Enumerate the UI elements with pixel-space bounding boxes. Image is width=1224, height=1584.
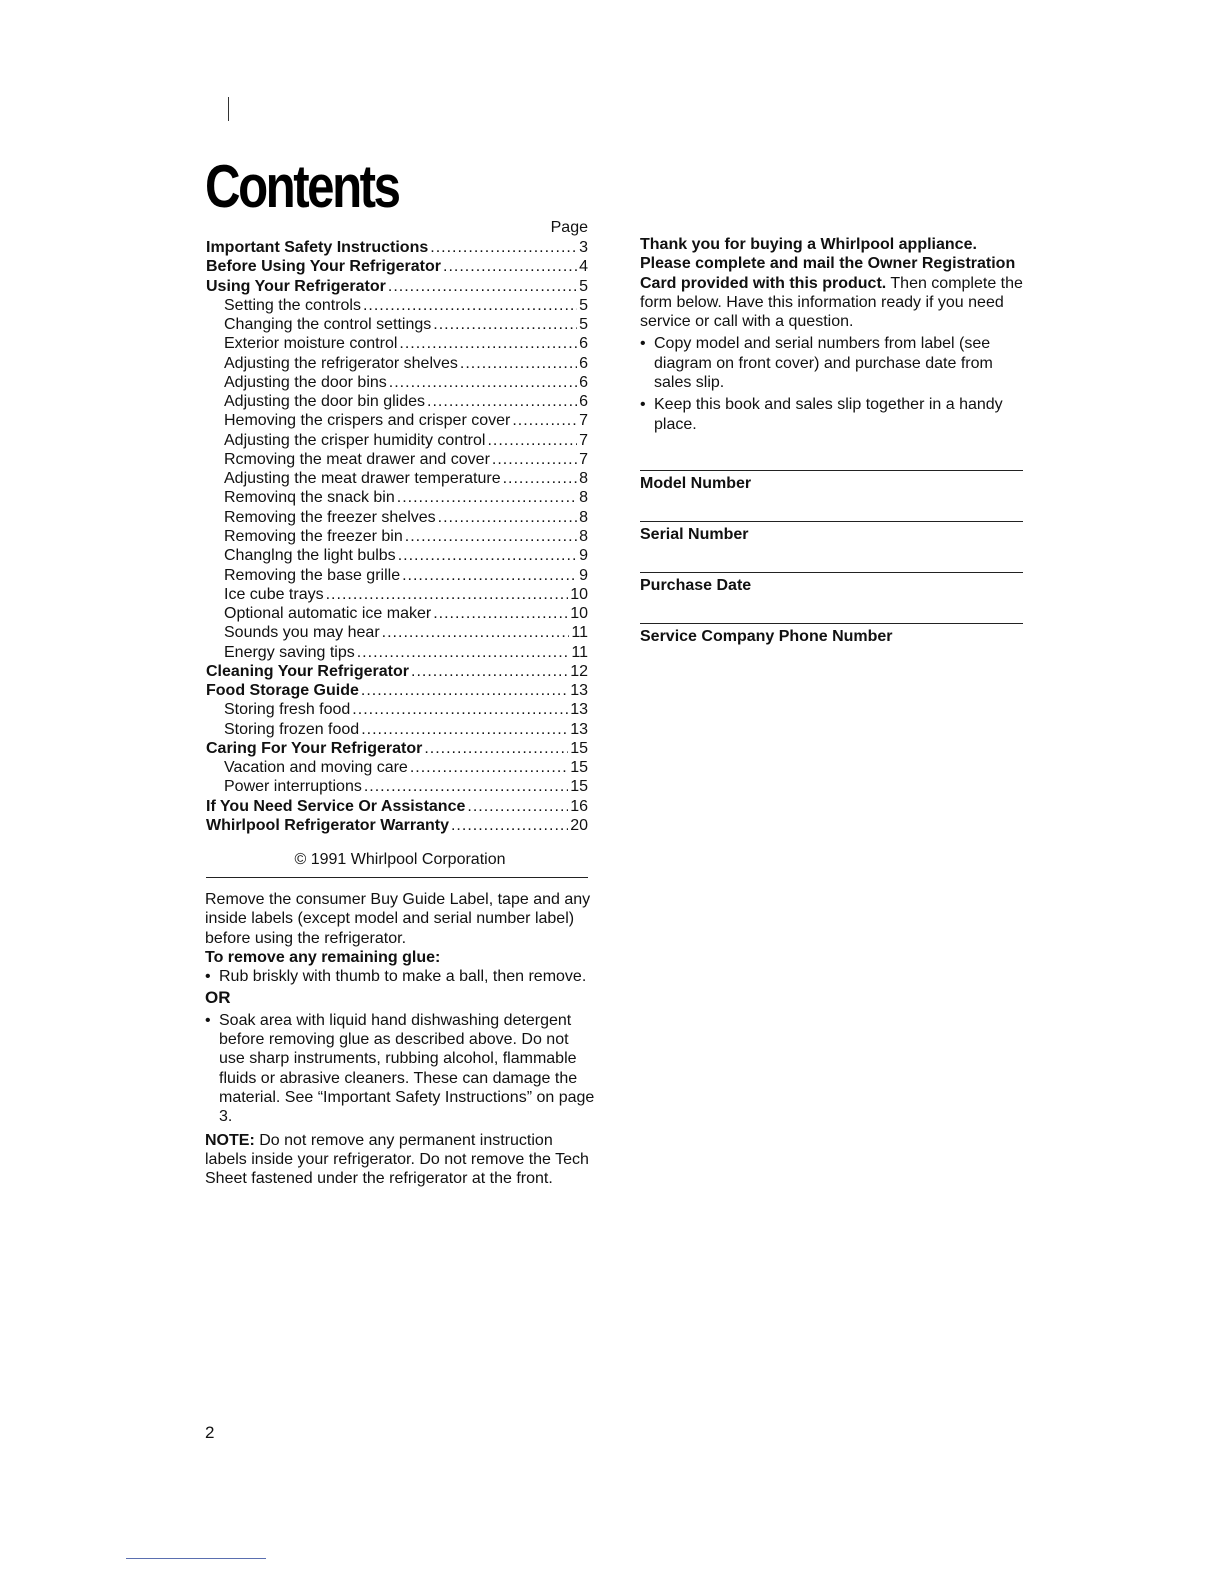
copyright: © 1991 Whirlpool Corporation — [294, 851, 506, 868]
toc-entry-label: Changing the control settings — [224, 316, 432, 334]
toc-entry-page: 7 — [579, 412, 588, 430]
toc-entry-label: Adjusting the crisper humidity control — [224, 431, 486, 449]
toc-entry-page: 15 — [570, 778, 588, 796]
divider — [206, 877, 588, 878]
keep-book-bullet — [640, 395, 1026, 434]
glue-bullet-2-text: Soak area with liquid hand dishwashing detergent before removing glue as described above. Do not use sharp instruments, rubbing alcohol, flammable fluids or abrasive cleaners. These can damage the material. See “Important Safety Instructions” on page 3. — [219, 1011, 595, 1126]
toc-entry-page: 7 — [579, 431, 588, 449]
toc-leader — [467, 797, 568, 816]
purchase-date-field[interactable]: Purchase Date — [640, 572, 1023, 595]
toc-entry-page: 15 — [570, 759, 588, 777]
toc-entry-label: Removing the freezer shelves — [224, 508, 436, 526]
toc-entry-label: Vacation and moving care — [224, 759, 408, 777]
toc-entry — [206, 604, 588, 623]
toc-entry-page: 20 — [570, 816, 588, 834]
toc-leader — [405, 527, 577, 546]
toc-entry-label: Using Your Refrigerator — [206, 277, 386, 295]
toc-entry-page: 5 — [579, 296, 588, 314]
copy-numbers-text: Copy model and serial numbers from label (see diagram on front cover) and purchase date from sales slip. — [654, 335, 993, 392]
toc-entry-label: Adjusting the meat drawer temperature — [224, 470, 501, 488]
toc-leader — [411, 662, 568, 681]
registration-notice — [640, 235, 1026, 434]
toc-leader — [427, 392, 577, 411]
glue-heading: To remove any remaining glue: — [205, 948, 441, 966]
toc-leader — [438, 508, 577, 527]
glue-intro: Remove the consumer Buy Guide Label, tape and any inside labels (except model and serial number label) before using the refrigerator. — [205, 891, 591, 947]
toc-entry-label: Adjusting the door bins — [224, 373, 387, 391]
toc-entry — [206, 681, 588, 700]
toc-entry — [206, 546, 588, 565]
toc-entry-page: 11 — [571, 624, 588, 642]
toc-entry — [206, 585, 588, 604]
toc-leader — [398, 546, 577, 565]
toc-entry-page: 12 — [570, 662, 588, 680]
toc-entry-label: Setting the controls — [224, 296, 361, 314]
toc-leader — [410, 758, 568, 777]
toc-entry-label: Removinq the snack bin — [224, 489, 395, 507]
toc-entry — [206, 566, 588, 585]
toc-entry-label: Sounds you may hear — [224, 624, 380, 642]
toc-entry-page: 3 — [579, 239, 588, 256]
toc-entry-page: 5 — [579, 316, 588, 334]
toc-entry-page: 13 — [570, 682, 588, 700]
glue-bullet-1 — [205, 967, 597, 986]
toc-entry-page: 9 — [579, 547, 588, 565]
toc-entry-page: 8 — [579, 527, 588, 545]
toc-entry-page: 8 — [579, 489, 588, 507]
toc-entry-label: Hemoving the crispers and crisper cover — [224, 412, 511, 430]
toc-page-header: Page — [550, 219, 588, 236]
toc-entry-page: 16 — [570, 797, 588, 815]
bullet-icon: • — [205, 1011, 211, 1029]
toc-entry-page: 8 — [579, 470, 588, 488]
toc-entry-page: 7 — [579, 450, 588, 468]
toc-entry-label: Removing the freezer bin — [224, 527, 403, 545]
toc-entry — [206, 488, 588, 507]
toc-entry-label: Changlng the light bulbs — [224, 547, 396, 565]
table-of-contents — [206, 218, 588, 835]
toc-entry-label: Before Using Your Refrigerator — [206, 258, 442, 276]
toc-entry — [206, 623, 588, 642]
serial-number-field[interactable]: Serial Number — [640, 521, 1023, 544]
keep-book-text: Keep this book and sales slip together in a handy place. — [654, 396, 1003, 433]
toc-leader — [382, 623, 570, 642]
toc-entry-label: Cleaning Your Refrigerator — [206, 662, 409, 680]
toc-entry-label: Power interruptions — [224, 778, 362, 796]
toc-entry-label: Adjusting the door bin glides — [224, 393, 426, 411]
toc-entry — [206, 373, 588, 392]
note-label: NOTE: — [205, 1131, 255, 1149]
bullet-icon: • — [205, 968, 211, 986]
toc-entry — [206, 257, 588, 276]
toc-entry — [206, 238, 588, 257]
glue-note — [205, 1131, 597, 1189]
toc-leader — [352, 700, 568, 719]
toc-entry — [206, 296, 588, 315]
glue-instructions — [205, 890, 597, 1188]
toc-entry — [206, 392, 588, 411]
toc-entry — [206, 797, 588, 816]
toc-entry — [206, 431, 588, 450]
toc-entry-page: 6 — [579, 354, 588, 372]
glue-or: OR — [205, 988, 231, 1008]
toc-leader — [363, 296, 577, 315]
toc-leader — [388, 277, 577, 296]
bottom-rule — [126, 1558, 266, 1559]
toc-entry — [206, 469, 588, 488]
toc-leader — [433, 315, 577, 334]
toc-leader — [512, 411, 577, 430]
toc-entry — [206, 758, 588, 777]
toc-leader — [424, 739, 568, 758]
toc-entry-label: Caring For Your Refrigerator — [206, 739, 423, 757]
toc-leader — [430, 238, 577, 257]
toc-entry-label: Ice cube trays — [224, 585, 324, 603]
toc-entry-page: 6 — [579, 373, 588, 391]
note-text: Do not remove any permanent instruction labels inside your refrigerator. Do not remove the Tech Sheet fastened under the refrigerator at the front. — [205, 1131, 589, 1188]
toc-entry-page: 5 — [579, 277, 588, 295]
toc-entry — [206, 354, 588, 373]
toc-entry — [206, 662, 588, 681]
page-title: Contents — [205, 153, 399, 220]
toc-leader — [433, 604, 568, 623]
toc-entry-label: If You Need Service Or Assistance — [206, 797, 466, 815]
toc-entry-page: 10 — [570, 585, 588, 603]
toc-entry — [206, 739, 588, 758]
toc-leader — [487, 431, 577, 450]
toc-entry — [206, 527, 588, 546]
toc-entry-label: Whirlpool Refrigerator Warranty — [206, 816, 449, 834]
toc-entry-label: Important Safety Instructions — [206, 239, 429, 256]
toc-entry — [206, 334, 588, 353]
bullet-icon: • — [640, 335, 646, 353]
toc-entry — [206, 816, 588, 835]
toc-leader — [402, 566, 577, 585]
thanks-rest: Then complete the form below. Have this information ready if you need service or call with a question. — [640, 274, 1023, 331]
bullet-icon: • — [640, 396, 646, 414]
toc-entry-label: Optional automatic ice maker — [224, 605, 432, 623]
toc-entry-page: 6 — [579, 393, 588, 411]
toc-entry-label: Removing the base grille — [224, 566, 401, 584]
toc-entry-page: 13 — [570, 701, 588, 719]
glue-bullet-2 — [205, 1011, 597, 1127]
thanks-bold: Thank you for buying a Whirlpool appliance. Please complete and mail the Owner Registration Card provided with this product. — [640, 236, 1016, 292]
toc-leader — [364, 777, 568, 796]
toc-entry-label: Storing fresh food — [224, 701, 351, 719]
toc-entry — [206, 411, 588, 430]
toc-list — [206, 238, 588, 835]
toc-entry — [206, 277, 588, 296]
toc-entry-page: 6 — [579, 335, 588, 353]
glue-bullet-1-text: Rub briskly with thumb to make a ball, then remove. — [219, 968, 587, 986]
toc-leader — [460, 354, 577, 373]
model-number-field[interactable]: Model Number — [640, 470, 1023, 493]
toc-leader — [399, 334, 577, 353]
toc-entry-page: 15 — [570, 739, 588, 757]
toc-entry — [206, 315, 588, 334]
toc-entry-label: Energy saving tips — [224, 643, 355, 661]
toc-entry-label: Adjusting the refrigerator shelves — [224, 354, 458, 372]
toc-entry-label: Food Storage Guide — [206, 682, 359, 700]
toc-entry-page: 13 — [570, 720, 588, 738]
toc-entry-page: 9 — [579, 566, 588, 584]
toc-leader — [451, 816, 568, 835]
service-phone-field[interactable]: Service Company Phone Number — [640, 623, 1023, 646]
toc-entry-label: Storing frozen food — [224, 720, 360, 738]
toc-leader — [389, 373, 577, 392]
toc-leader — [361, 681, 568, 700]
toc-entry-page: 10 — [570, 605, 588, 623]
toc-entry-label: Rcmoving the meat drawer and cover — [224, 450, 490, 468]
toc-entry-page: 4 — [579, 258, 588, 276]
toc-leader — [326, 585, 569, 604]
copy-numbers-bullet — [640, 334, 1026, 392]
toc-entry — [206, 720, 588, 739]
thanks-paragraph — [640, 235, 1026, 331]
toc-entry — [206, 643, 588, 662]
toc-entry-label: Exterior moisture control — [224, 335, 398, 353]
toc-entry — [206, 777, 588, 796]
toc-leader — [443, 257, 577, 276]
toc-entry-page: 11 — [571, 643, 588, 661]
toc-leader — [361, 720, 568, 739]
toc-leader — [503, 469, 578, 488]
toc-entry-page: 8 — [579, 508, 588, 526]
toc-leader — [492, 450, 577, 469]
toc-leader — [357, 643, 570, 662]
toc-entry — [206, 508, 588, 527]
toc-leader — [397, 488, 577, 507]
toc-entry — [206, 450, 588, 469]
page-number: 2 — [205, 1423, 215, 1442]
margin-mark — [228, 97, 229, 121]
toc-entry — [206, 700, 588, 719]
